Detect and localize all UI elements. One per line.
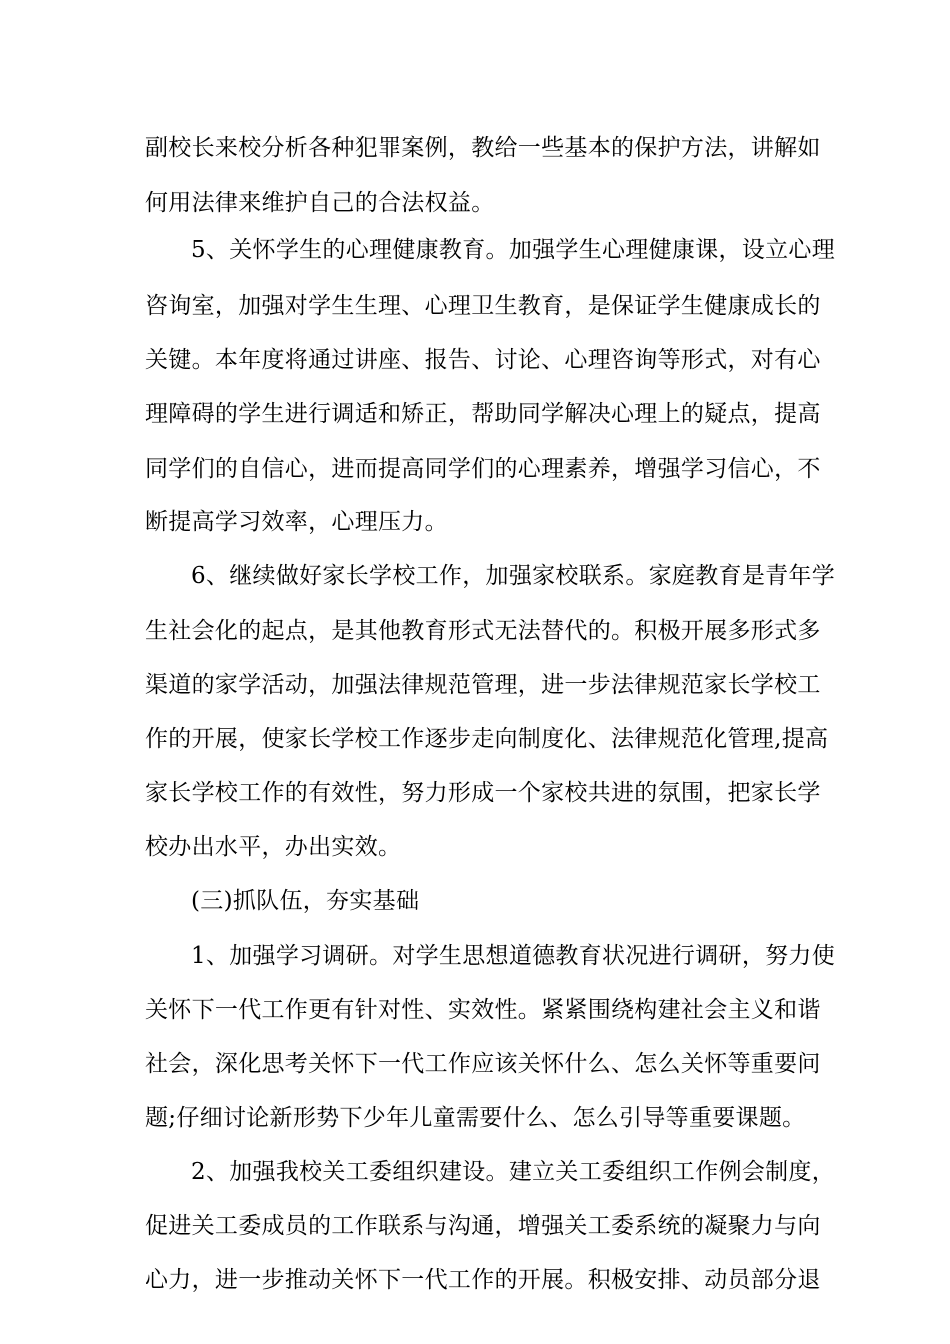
paragraph-1-line-4: 题;仔细讨论新形势下少年儿童需要什么、怎么引导等重要课题。 (145, 1105, 806, 1131)
paragraph-continuation-line-2: 何用法律来维护自己的合法权益。 (145, 190, 495, 216)
paragraph-1-line-2: 关怀下一代工作更有针对性、实效性。紧紧围绕构建社会主义和谐 (145, 997, 821, 1023)
paragraph-5-line-1: 5、关怀学生的心理健康教育。加强学生心理健康课，设立心理 (191, 237, 836, 263)
paragraph-6-line-6: 校办出水平，办出实效。 (145, 834, 402, 860)
paragraph-2-line-3: 心力，进一步推动关怀下一代工作的开展。积极安排、动员部分退 (145, 1267, 821, 1293)
paragraph-1-line-1: 1、加强学习调研。对学生思想道德教育状况进行调研，努力使 (191, 943, 836, 969)
section-heading-3: (三)抓队伍，夯实基础 (191, 888, 420, 914)
paragraph-5-line-2: 咨询室，加强对学生生理、心理卫生教育，是保证学生健康成长的 (145, 293, 821, 319)
paragraph-5-line-4: 理障碍的学生进行调适和矫正，帮助同学解决心理上的疑点，提高 (145, 401, 821, 427)
paragraph-5-line-5: 同学们的自信心，进而提高同学们的心理素养，增强学习信心，不 (145, 456, 821, 482)
paragraph-6-line-2: 生社会化的起点，是其他教育形式无法替代的。积极开展多形式多 (145, 618, 821, 644)
paragraph-continuation-line-1: 副校长来校分析各种犯罪案例，教给一些基本的保护方法，讲解如 (145, 135, 821, 161)
paragraph-6-line-4: 作的开展，使家长学校工作逐步走向制度化、法律规范化管理,提高 (145, 726, 829, 752)
paragraph-5-line-3: 关键。本年度将通过讲座、报告、讨论、心理咨询等形式，对有心 (145, 347, 821, 373)
paragraph-2-line-2: 促进关工委成员的工作联系与沟通，增强关工委系统的凝聚力与向 (145, 1213, 821, 1239)
paragraph-2-line-1: 2、加强我校关工委组织建设。建立关工委组织工作例会制度， (191, 1159, 836, 1185)
paragraph-6-line-3: 渠道的家学活动，加强法律规范管理，进一步法律规范家长学校工 (145, 672, 821, 698)
paragraph-6-line-1: 6、继续做好家长学校工作，加强家校联系。家庭教育是青年学 (191, 563, 836, 589)
paragraph-1-line-3: 社会，深化思考关怀下一代工作应该关怀什么、怎么关怀等重要问 (145, 1051, 821, 1077)
paragraph-5-line-6: 断提高学习效率，心理压力。 (145, 509, 448, 535)
paragraph-6-line-5: 家长学校工作的有效性，努力形成一个家校共进的氛围，把家长学 (145, 780, 821, 806)
